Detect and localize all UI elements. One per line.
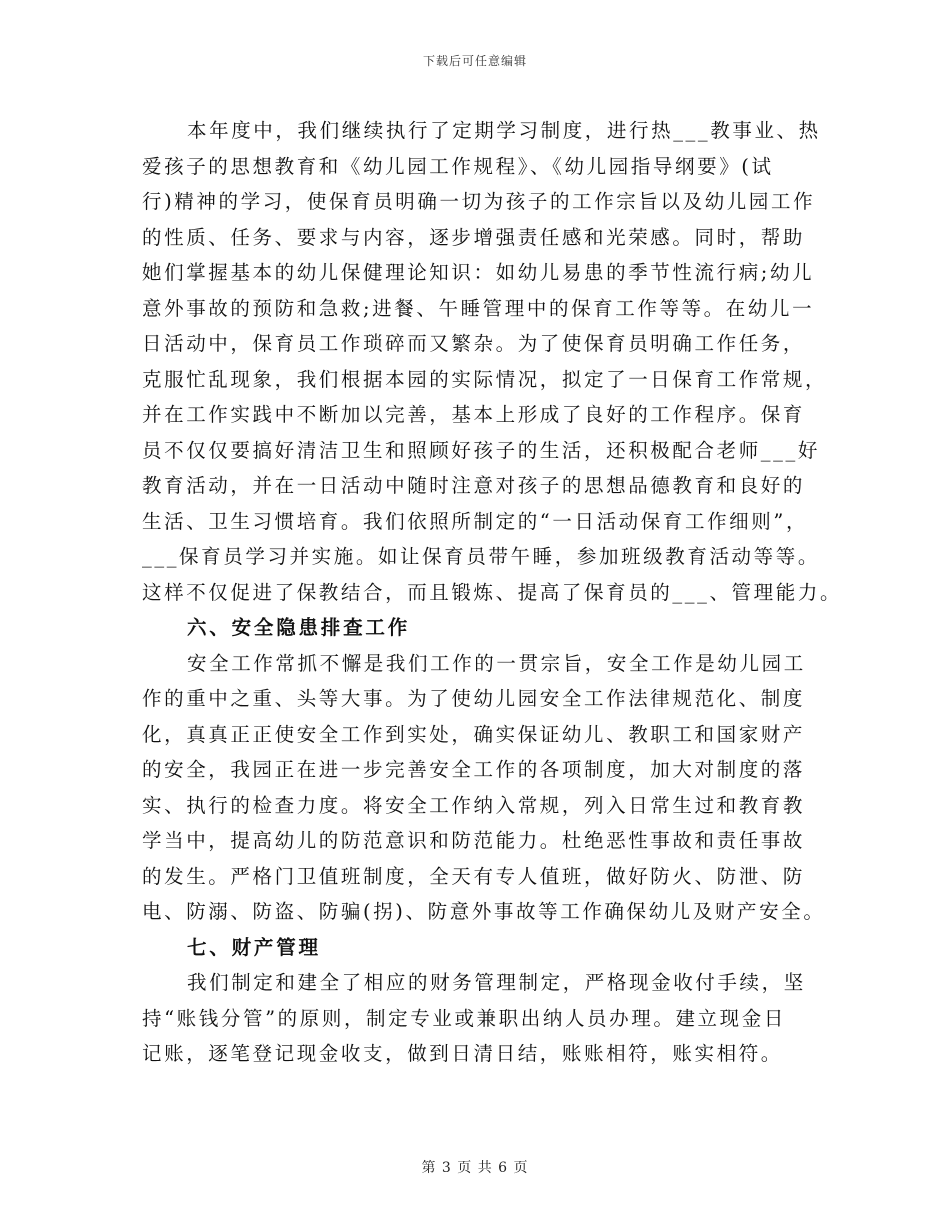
paragraph-line: 的性质、任务、要求与内容，逐步增强责任感和光荣感。同时，帮助 bbox=[142, 225, 806, 249]
paragraph-line: 实、执行的检查力度。将安全工作纳入常规，列入日常生过和教育教 bbox=[142, 793, 806, 817]
paragraph-line: 电、防溺、防盗、防骗(拐)、防意外事故等工作确保幼儿及财产安全。 bbox=[142, 900, 826, 923]
paragraph-line: 我们制定和建全了相应的财务管理制定，严格现金收付手续，坚 bbox=[187, 971, 806, 994]
page-header-note: 下载后可任意编辑 bbox=[422, 54, 527, 68]
paragraph-line: 记账，逐笔登记现金收支，做到日清日结，账账相符，账实相符。 bbox=[142, 1042, 783, 1065]
paragraph-line: 并在工作实践中不断加以完善，基本上形成了良好的工作程序。保育 bbox=[142, 403, 806, 426]
section-heading-property: 七、财产管理 bbox=[187, 935, 321, 959]
paragraph-line: 学当中，提高幼儿的防范意识和防范能力。杜绝恶性事故和责任事故 bbox=[142, 829, 806, 852]
paragraph-line: 克服忙乱现象，我们根据本园的实际情况，拟定了一日保育工作常规， bbox=[142, 367, 828, 391]
paragraph-line: 日活动中，保育员工作琐碎而又繁杂。为了使保育员明确工作任务， bbox=[142, 332, 806, 355]
paragraph-line: 教育活动，并在一日活动中随时注意对孩子的思想品德教育和良好的 bbox=[142, 474, 806, 497]
paragraph-line: 员不仅仅要搞好清洁卫生和照顾好孩子的生活，还积极配合老师___好 bbox=[142, 438, 820, 462]
paragraph-line: 这样不仅促进了保教结合，而且锻炼、提高了保育员的___、管理能力。 bbox=[142, 580, 843, 604]
section-heading-safety: 六、安全隐患排查工作 bbox=[187, 616, 411, 639]
paragraph-line: 持“账钱分管”的原则，制定专业或兼职出纳人员办理。建立现金日 bbox=[142, 1006, 786, 1030]
paragraph-line: 本年度中，我们继续执行了定期学习制度，进行热___教事业、热 bbox=[187, 119, 821, 142]
paragraph-line: 生活、卫生习惯培育。我们依照所制定的“一日活动保育工作细则”， bbox=[142, 509, 809, 533]
paragraph-line: ___保育员学习并实施。如让保育员带午睡，参加班级教育活动等等。 bbox=[142, 545, 820, 568]
paragraph-line: 爱孩子的思想教育和《幼儿园工作规程》、《幼儿园指导纲要》(试 bbox=[142, 154, 774, 178]
paragraph-line: 安全工作常抓不懈是我们工作的一贯宗旨，安全工作是幼儿园工 bbox=[187, 651, 806, 675]
paragraph-line: 行)精神的学习，使保育员明确一切为孩子的工作宗旨以及幼儿园工作 bbox=[142, 190, 816, 213]
paragraph-line: 作的重中之重、头等大事。为了使幼儿园安全工作法律规范化、制度 bbox=[142, 687, 806, 710]
paragraph-line: 她们掌握基本的幼儿保健理论知识：如幼儿易患的季节性流行病;幼儿 bbox=[142, 261, 815, 284]
document-body bbox=[142, 113, 843, 1072]
page-number: 第 3 页 共 6 页 bbox=[421, 1160, 529, 1176]
paragraph-line: 的安全，我园正在进一步完善安全工作的各项制度，加大对制度的落 bbox=[142, 758, 806, 781]
paragraph-line: 意外事故的预防和急救;进餐、午睡管理中的保育工作等等。在幼儿一 bbox=[142, 296, 815, 320]
paragraph-line: 的发生。严格门卫值班制度，全天有专人值班，做好防火、防泄、防 bbox=[142, 864, 806, 888]
paragraph-line: 化，真真正正使安全工作到实处，确实保证幼儿、教职工和国家财产 bbox=[142, 722, 806, 746]
